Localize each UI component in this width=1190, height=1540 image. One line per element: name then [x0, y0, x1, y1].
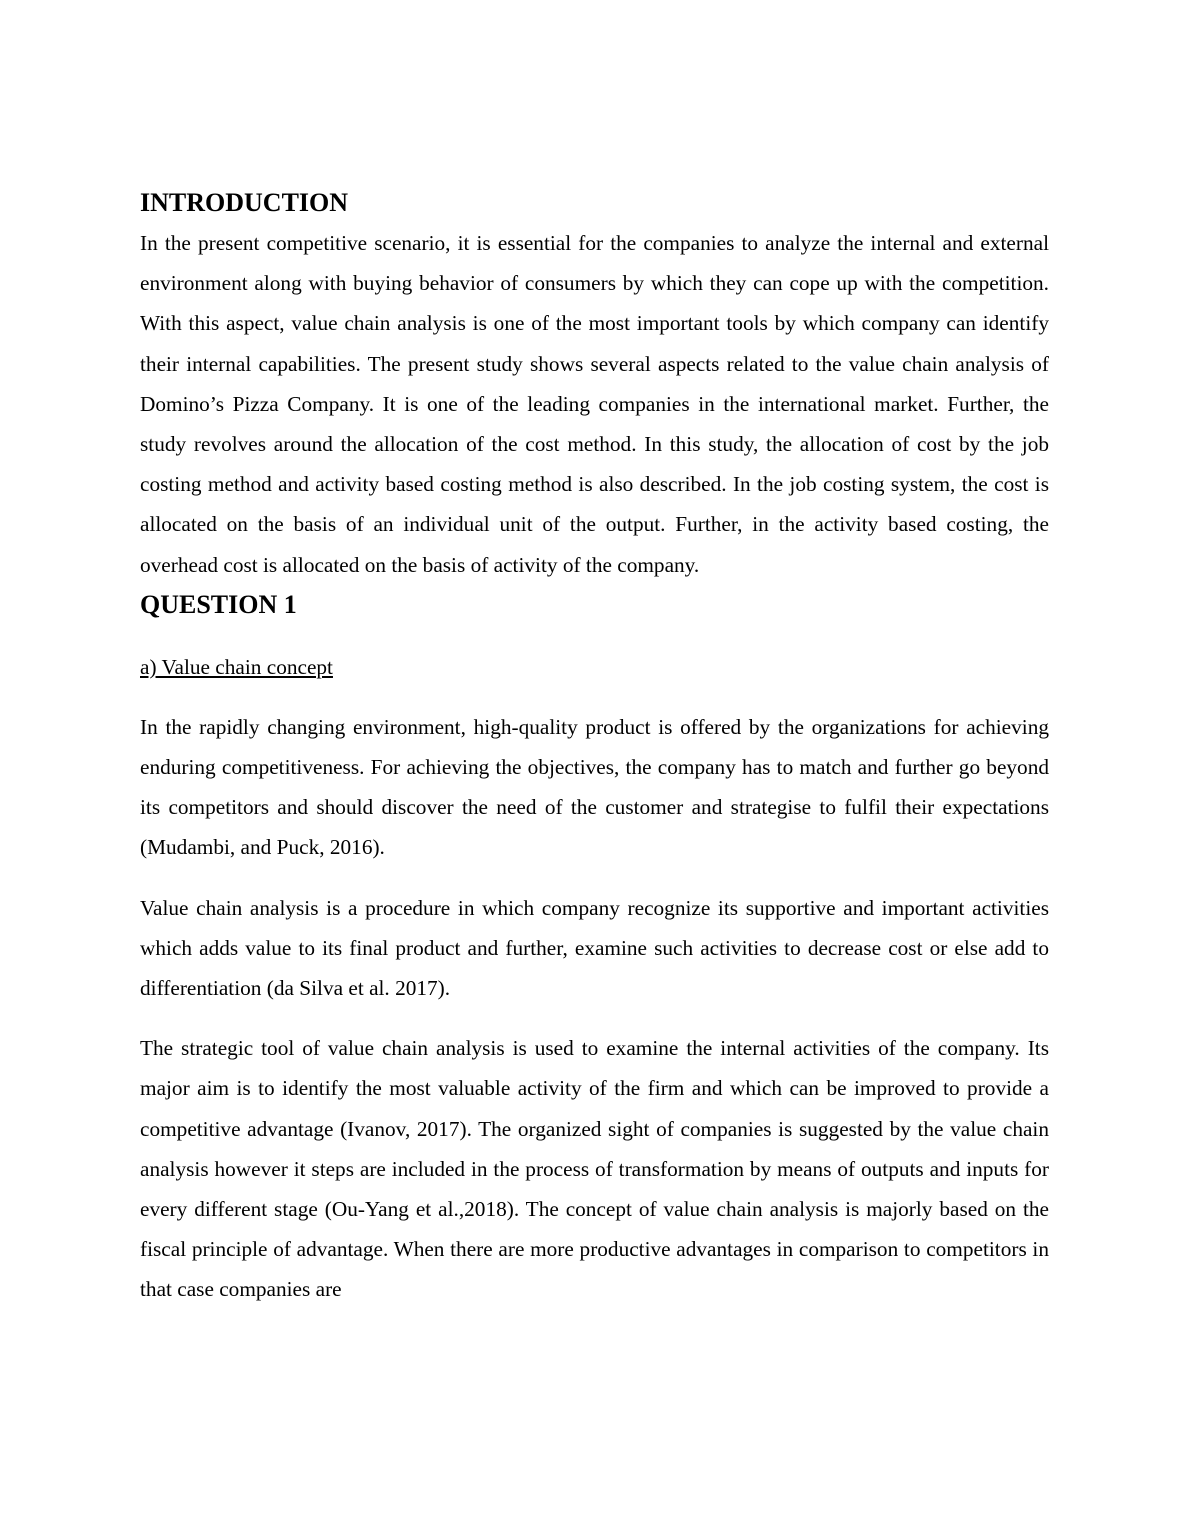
question-1-paragraph-1: In the rapidly changing environment, high-quality product is offered by the organizations for achieving enduring competitiveness. For achieving the objectives, the company has to match and further go beyond its competitors and should discover the need of the customer and strategise to fulfil their expectations (Mudambi, and Puck, 2016). — [140, 714, 1049, 860]
introduction-paragraph: In the present competitive scenario, it is essential for the companies to analyze the internal and external environment along with buying behavior of consumers by which they can cope up with the competition. With this aspect, value chain analysis is one of the most important tools by which company can identify their internal capabilities. The present study shows several aspects related to the value chain analysis of Domino’s Pizza Company. It is one of the leading companies in the international market. Further, the study revolves around the allocation of the cost method. In this study, the allocation of cost by the job costing method and activity based costing method is also described. In the job costing system, the cost is allocated on the basis of an individual unit of the output. Further, in the activity based costing, the overhead cost is allocated on the basis of activity of the company. — [140, 231, 1049, 577]
introduction-heading: INTRODUCTION — [140, 188, 349, 217]
question-1-paragraph-2: Value chain analysis is a procedure in which company recognize its supportive and important activities which adds value to its final product and further, examine such activities to decrease cost or else add to differentiation (da Silva et al. 2017). — [140, 895, 1049, 1001]
page-content — [140, 183, 1049, 1310]
question-1-heading: QUESTION 1 — [140, 589, 297, 619]
value-chain-concept-subheading: a) Value chain concept — [140, 654, 333, 679]
question-1-paragraph-3: The strategic tool of value chain analysis is used to examine the internal activities of the company. Its major aim is to identify the most valuable activity of the firm and which can be improved to provide a competitive advantage (Ivanov, 2017). The organized sight of companies is suggested by the value chain analysis however it steps are included in the process of transformation by means of outputs and inputs for every different stage (Ou-Yang et al.,2018). The concept of value chain analysis is majorly based on the fiscal principle of advantage. When there are more productive advantages in comparison to competitors in that case companies are — [140, 1036, 1049, 1302]
